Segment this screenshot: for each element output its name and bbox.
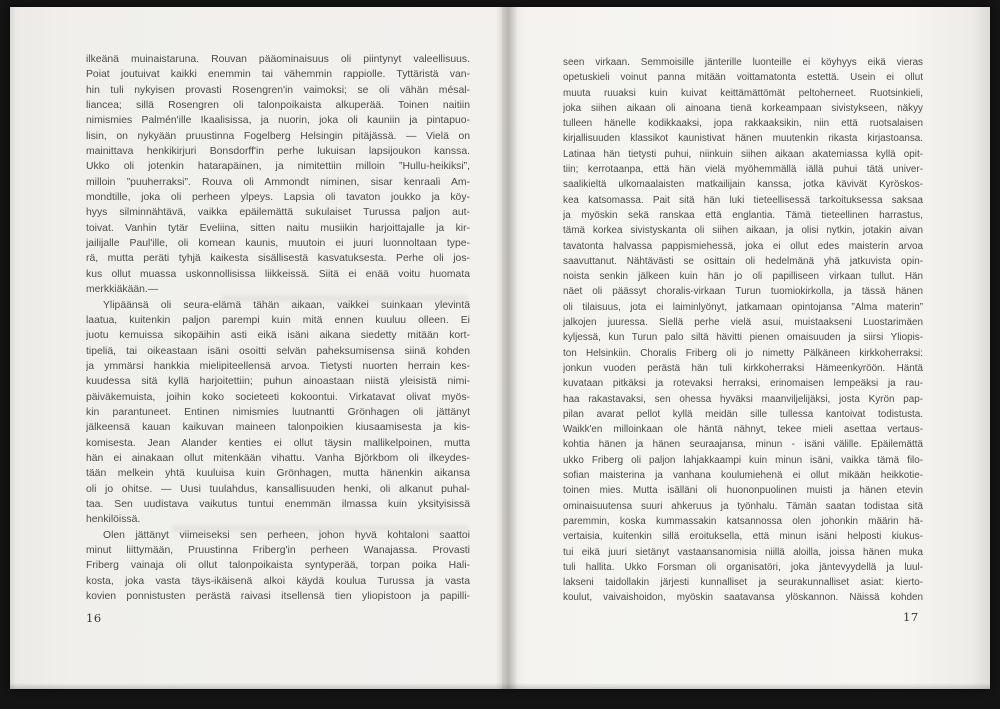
- text-line: jailijalle Paul'ille, oli komean kaunis, muutoin ei juuri luonnoltaan type-: [86, 238, 470, 250]
- text-line: Waikk'en milloinkaan ole häntä nähnyt, tekee mieli asettaa vertaus-: [563, 424, 923, 436]
- page-number-right: 17: [903, 610, 919, 624]
- text-line: hän ei ainakaan ollut mitenkään vihattu. Vanha Björkbom oli ilkeydes-: [86, 452, 470, 464]
- text-line: tiin; kerrotaanpa, että hän vielä myöhemmällä iällä puhui tätä univer-: [563, 164, 923, 176]
- text-line: Ukko oli jotenkin hatarapäinen, ja nimitettiin milloin ”Hullu-heikiksi”,: [86, 161, 470, 173]
- text-line: seen virkaan. Semmoisille jänterille luonteille ei köyhyys eikä vieras: [563, 57, 923, 68]
- text-line: hin tuli nykyisen provasti Rosengren'in vaimoksi; se oli vähän mésal-: [86, 84, 470, 96]
- text-line: ton Helsinkiin. Choralis Friberg oli jo nimetty Pälkäneen kirkkoherraksi:: [563, 347, 923, 359]
- text-line: tui eikä juuri sietänyt vastaansanomisia niillä aloilla, joissa hänen muka: [563, 546, 923, 558]
- text-line: oli tilaisuus, jota ei laiminlyönyt, jatkamaan opintojansa ”Alma materin”: [563, 301, 923, 313]
- text-line: sofian maisterina ja vanhana koulumiehenä ei ollut mikään heikkotie-: [563, 470, 923, 482]
- text-line: juotu kemuissa sikopäihin asti eikä isäni aikana siedetty mitään kort-: [86, 330, 470, 342]
- text-line: toivat. Vanhin tytär Eveliina, sitten naitu musiikin harjoittajalle ja kir-: [86, 222, 470, 234]
- text-line: taa. Sen uudistava vaikutus tuntui enemmän ilmassa kuin yksityisissä: [86, 498, 470, 510]
- text-line: haa rakastavaksi, sen ohessa hyväksi maanviljelijäksi, josta Kyrön pap-: [563, 393, 923, 405]
- text-line: Latinaa hän tietysti puhui, niinkuin siihen aikaan akatemiassa kyllä opit-: [563, 148, 923, 160]
- text-line: oli jo ohitse. — Uusi tuulahdus, kansallisuuden henki, oli alkanut puhal-: [86, 483, 470, 495]
- text-line: kovien ponnistusten perästä raivasi itsellensä tien yliopistoon ja papilli-: [86, 591, 470, 603]
- text-line: kea katsomassa. Pait sitä hän luki tieteellisessä tarkoituksessa saksaa: [563, 194, 923, 206]
- text-line: pilan avarat pellot kyllä meidän sille tullessa kantoivat todistusta.: [563, 408, 923, 420]
- text-line: saalikieltä ulkomaalaisten matkailijain kanssa, jotka kävivät Kyröskos-: [563, 179, 923, 191]
- text-line: Olen jättänyt viimeiseksi sen perheen, johon hyvä kohtaloni saattoi: [103, 529, 470, 541]
- text-line: tään melkein yhtä kuuluisa kuin Grönhagen, mutta hänenkin aikansa: [86, 468, 470, 480]
- text-line: saavuttanut. Nähtävästi se osittain oli hedelmänä yhä jatkuvista opin-: [563, 255, 923, 267]
- text-line: jalkojen juuressa. Siellä perhe vielä asui, muistaakseni Luostarimäen: [563, 317, 923, 329]
- text-line: tulleen hänelle kodikkaaksi, jopa rakkaaksikin, niin että ruotsalaisen: [563, 118, 923, 130]
- text-line: lisin, on nykyään pruustinna Fogelberg Helsingin pitäjässä. — Vielä on: [86, 130, 470, 142]
- text-line: kyljessä, kun Turun palo siltä hävitti pienen omaisuuden ja siirsi Yliopis-: [563, 332, 923, 344]
- text-line: Ylipäänsä oli seura-elämä tähän aikaan, vaikkei suinkaan ylevintä: [103, 299, 470, 311]
- text-line: jonkun vuoden perästä hän tuli kirkkoherraksi Hämeenkyröön. Häntä: [563, 362, 923, 374]
- text-line: Poiat joutuivat kaikki enemmin tai vähemmin rappiolle. Tyttäristä van-: [86, 69, 470, 81]
- text-line: tämä korkea sivistyskanta oli siihen aikaan, ja olisi nytkin, jotakin aivan: [563, 225, 923, 237]
- text-line: kosta, joka vasta täys-ikäisenä alkoi käydä koulua Turussa ja vasta: [86, 575, 470, 587]
- text-line: tavatonta halvassa pappismiehessä, joka ei ollut edes maisterin arvoa: [563, 240, 923, 252]
- text-line: kohtia hänen ja hänen seuraajansa, minun - isäni välille. Epäilemättä: [563, 439, 923, 451]
- text-line: koulut, vaivaishoidon, myöskin saatavansa ylöskannon. Näissä kohden: [563, 592, 923, 604]
- text-line: kirjallisuuden klassikot kaunistivat hänen muutenkin rikasta kirjastoansa.: [563, 133, 923, 145]
- text-line: laatua, kuitenkin paljon parempi kuin mitä ennen kuuluu olleen. Ei: [86, 314, 470, 326]
- text-line: vertaisia, kuitenkin sillä eroituksella, että minun isäni helposti kiukus-: [563, 531, 923, 543]
- text-line: opetuskieli voinut panna mitään voittamatonta estettä. Usein ei ollut: [563, 72, 923, 84]
- text-line: ilkeänä muinaistaruna. Rouvan pääominaisuus oli piintynyt valeellisuus.: [86, 54, 470, 65]
- text-line: lakseni taidollakin järjesti kunnalliset ja seurakunnalliset asiat: kierto-: [563, 577, 923, 589]
- text-line: näet oli päässyt choralis-virkaan Turun tuomiokirkolla, ja tässä hänen: [563, 286, 923, 298]
- text-line: henkilöissä.: [86, 514, 141, 526]
- text-line: hyys silminnähtävä, vaikka epäilemättä sukulaiset Turussa paljon aut-: [86, 207, 470, 219]
- text-line: tipeliä, tai oikeastaan isäni osoitti selvän paheksumisensa siinä kohden: [86, 345, 470, 357]
- left-page-text: [86, 52, 470, 604]
- right-page-text: [563, 55, 923, 606]
- text-line: ominaisuutensa suuri ahkeruus ja työnhalu. Tämän saatan todistaa sitä: [563, 500, 923, 512]
- text-line: kin parantuneet. Entinen nimismies luutnantti Grönhagen oli jättänyt: [86, 406, 470, 418]
- text-line: mainittava henkikirjuri Bonsdorff'in perhe lukuisan lapsijoukon kanssa.: [86, 146, 470, 158]
- text-line: tuli hallita. Ukko Forsman oli organisatöri, joka jäntevyydellä ja luul-: [563, 561, 923, 573]
- text-line: nimismies Palmén'ille Ikaalisissa, ja nuorin, joka oli kauniin ja pintapuo-: [86, 115, 470, 127]
- text-line: kus ollut muassa uskonnollisissa liikkeissä. Siitä ei enää voitu huomata: [86, 268, 470, 280]
- text-line: milloin ”puuherraksi”. Rouva oli Ammondt niminen, sisar kenraali Am-: [86, 176, 470, 188]
- text-line: Friberg vainaja oli ollut talonpoikaista syntyperää, torpan poika Hali-: [86, 560, 470, 572]
- page-number-left: 16: [86, 611, 102, 625]
- text-line: noista senkin jälkeen kuin hän jo oli papilliseen virkaan tullut. Hän: [563, 271, 923, 283]
- text-line: minut liittymään, Pruustinna Friberg'in perheen Wanajassa. Provasti: [86, 545, 470, 556]
- text-line: mondtille, joka oli perheen ylpeys. Lapsia oli tavaton joukko ja köy-: [86, 192, 470, 204]
- text-line: päiväkemuista, joihin koko societeeti kokoontui. Virkatavat olivat myös-: [86, 391, 470, 403]
- text-line: merkkiäkään.—: [86, 284, 159, 296]
- text-line: komisesta. Jean Alander kenties ei ollut täysin mallikelpoinen, mutta: [86, 437, 470, 449]
- text-line: joka siihen aikaan oli ainoana tienä korkeampaan sivistykseen, näkyy: [563, 102, 923, 114]
- text-line: ja myöskin sekä ranskaa että englantia. Tämä tieteellinen harrastus,: [563, 209, 923, 221]
- text-line: kuudessa sitä kyllä harjoitettiin; puhun ainoastaan niistä yleisistä nimi-: [86, 376, 470, 388]
- text-line: paremmin, koska kummassakin katsannossa olen johonkin määrin hä-: [563, 515, 923, 527]
- text-line: ja ymmärsi hankkia mielipiteellensä arvoa. Tietysti nuorten herrain kes-: [86, 360, 470, 372]
- text-line: rä, mutta peräti tyhjä kaikesta sisällisestä kasvatuksesta. Perhe oli jos-: [86, 253, 470, 265]
- text-line: muuta ruuaksi kuin kuivat keittämättömät peltoherneet. Ruotsinkieli,: [563, 87, 923, 99]
- text-line: ukko Friberg oli paljon lahjakkaampi kuin minun isäni, vaikka tämä filo-: [563, 454, 923, 466]
- text-line: liancea; sillä Rosengren oli talonpoikaista alkuperää. Toinen naitiin: [86, 100, 470, 112]
- text-line: jälkeensä kauan kaikuvan maineen talonpoikien kiusaamisesta ja kis-: [86, 422, 470, 434]
- text-line: toinen mies. Mutta isälläni oli huononpuolinen muisti ja hänen etevin: [563, 485, 923, 497]
- text-line: kuvataan pitkäksi ja rotevaksi herraksi, erinomaisen lempeäksi ja rau-: [563, 378, 923, 390]
